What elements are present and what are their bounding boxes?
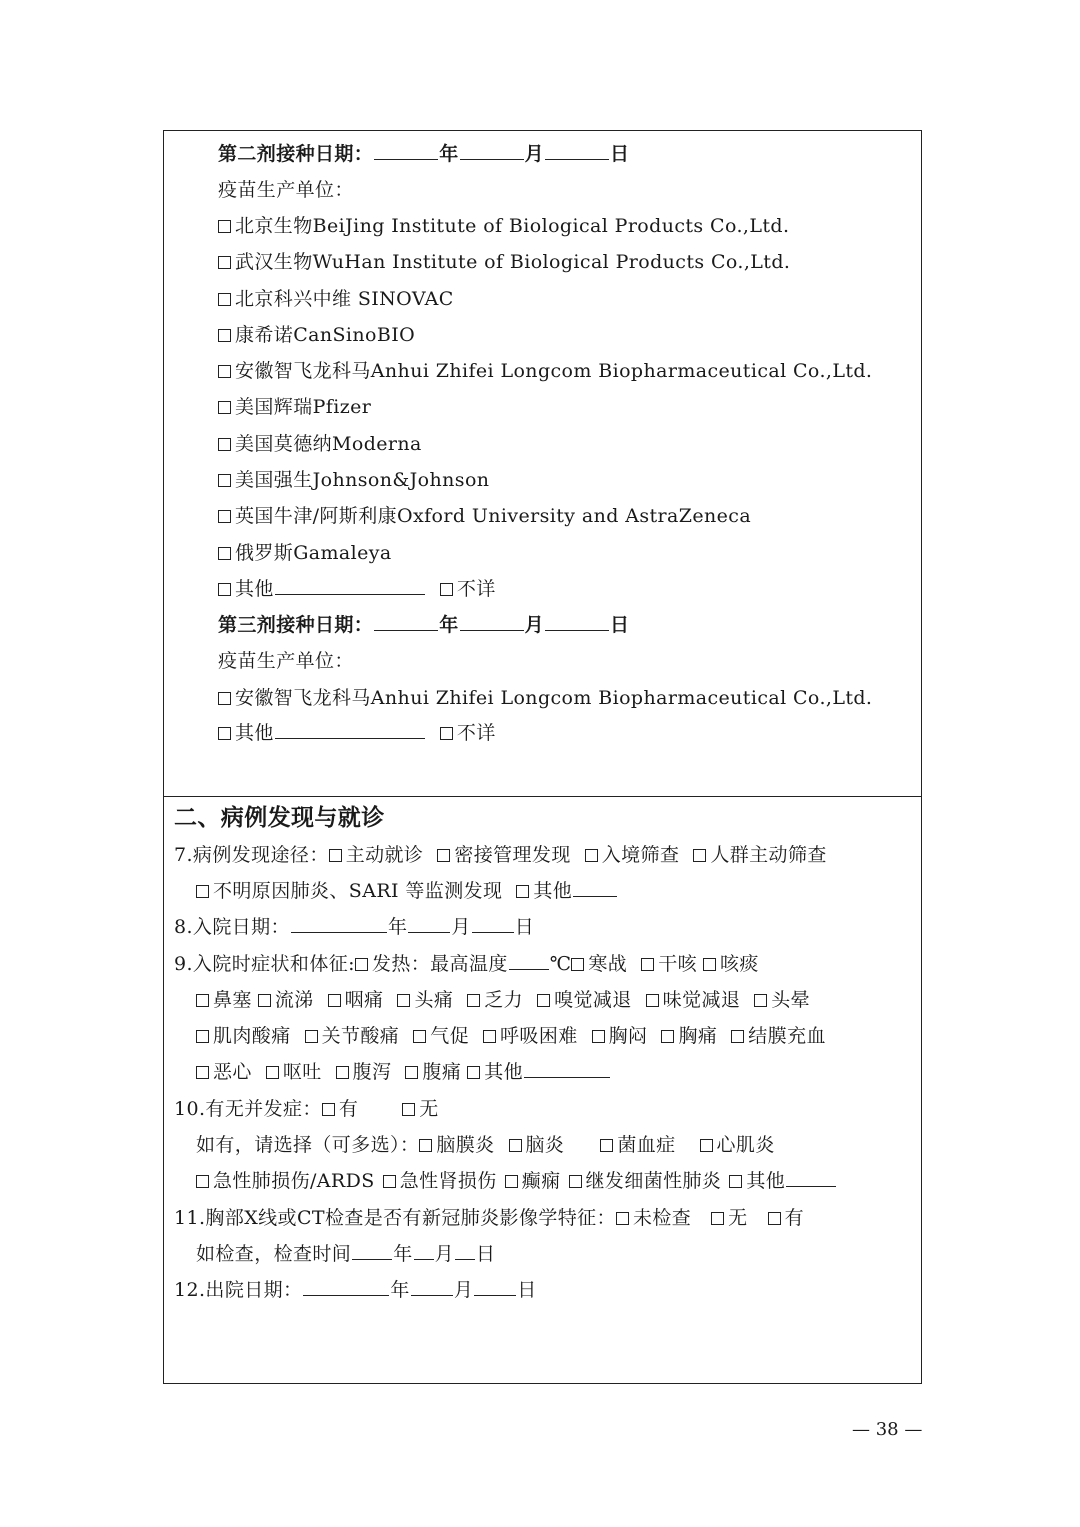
option-label: 北京科兴中维 SINOVAC: [235, 288, 454, 310]
option-label: 脑炎: [525, 1134, 565, 1156]
section-title: 二、病例发现与就诊: [174, 805, 385, 831]
q10-row: [174, 1096, 439, 1122]
option-label: 安徽智飞龙科马Anhui Zhifei Longcom Biopharmaceutical Co.,Ltd.: [235, 360, 873, 382]
q9-row-3: [196, 1023, 826, 1049]
dose2-option-row: [218, 467, 489, 493]
checkbox[interactable]: [703, 958, 716, 971]
checkbox[interactable]: [505, 1175, 518, 1188]
checkbox[interactable]: [397, 994, 410, 1007]
checkbox[interactable]: [196, 885, 209, 898]
checkbox[interactable]: [467, 994, 480, 1007]
no-label: 无: [419, 1098, 439, 1120]
dose2-option-row: [218, 322, 415, 348]
checkbox[interactable]: [516, 885, 529, 898]
section-divider: [163, 796, 922, 797]
checkbox[interactable]: [218, 438, 231, 451]
day-label: 日: [476, 1243, 496, 1265]
option-label: 其他: [746, 1170, 786, 1192]
checkbox[interactable]: [218, 220, 231, 233]
checkbox[interactable]: [218, 329, 231, 342]
option-label: 寒战: [588, 953, 628, 975]
checkbox[interactable]: [218, 256, 231, 269]
checkbox[interactable]: [218, 401, 231, 414]
dose3-option-row: [218, 685, 872, 711]
option-label: 美国辉瑞Pfizer: [235, 396, 372, 418]
unknown-label: 不详: [456, 578, 496, 600]
other-field[interactable]: [786, 1168, 836, 1187]
checkbox[interactable]: [196, 1066, 209, 1079]
dose3-other-row: [218, 720, 496, 746]
dose3-date-row: [218, 612, 629, 638]
checkbox[interactable]: [419, 1139, 432, 1152]
checkbox[interactable]: [218, 727, 231, 740]
checkbox[interactable]: [218, 510, 231, 523]
option-label: 急性肺损伤/ARDS: [213, 1170, 375, 1192]
q7-label: 7.病例发现途径：: [174, 844, 329, 866]
checkbox[interactable]: [731, 1030, 744, 1043]
dose2-option-row: [218, 358, 872, 384]
day-label: 日: [514, 916, 535, 938]
exam-day-field[interactable]: [455, 1241, 475, 1260]
q10-label: 10.有无并发症：: [174, 1098, 322, 1120]
q9-row-4: [196, 1059, 611, 1085]
option-label: 英国牛津/阿斯利康Oxford University and AstraZeneca: [235, 505, 752, 527]
dose2-option-row: [218, 431, 422, 457]
q11-row-2: [196, 1241, 495, 1267]
if-yes-label: 如有，请选择（可多选）：: [196, 1134, 420, 1156]
option-label: 呕吐: [282, 1061, 322, 1083]
year-label: 年: [390, 1279, 410, 1301]
checkbox[interactable]: [218, 293, 231, 306]
option-label: 肌肉酸痛: [213, 1025, 291, 1047]
other-field[interactable]: [275, 720, 425, 739]
checkbox[interactable]: [641, 958, 654, 971]
discharge-year-field[interactable]: [303, 1277, 389, 1296]
other-field[interactable]: [275, 576, 425, 595]
exam-year-field[interactable]: [352, 1241, 392, 1260]
option-label: 腹泻: [352, 1061, 392, 1083]
option-label: 胸闷: [608, 1025, 648, 1047]
dose2-option-row: [218, 394, 371, 420]
checkbox[interactable]: [196, 1175, 209, 1188]
option-label: 密接管理发现: [454, 844, 571, 866]
checkbox[interactable]: [218, 583, 231, 596]
checkbox[interactable]: [768, 1212, 781, 1225]
q12-label: 12.出院日期：: [174, 1279, 303, 1301]
page-number: — 38 —: [852, 1419, 923, 1440]
checkbox[interactable]: [355, 958, 368, 971]
option-label: 呼吸困难: [500, 1025, 578, 1047]
admit-year-field[interactable]: [291, 914, 387, 933]
dose2-day-label: 日: [610, 143, 630, 165]
month-label: 月: [453, 1279, 474, 1301]
option-label: 嗅觉减退: [554, 989, 632, 1011]
dose2-option-row: [218, 540, 392, 566]
temp-unit: ℃: [549, 953, 572, 975]
checkbox[interactable]: [322, 1103, 335, 1116]
option-label: 武汉生物WuHan Institute of Biological Products Co.,Ltd.: [235, 251, 791, 273]
dose2-maker-label: 疫苗生产单位：: [218, 179, 354, 201]
option-label: 乏力: [484, 989, 524, 1011]
option-label: 关节酸痛: [321, 1025, 400, 1047]
option-label: 咽痛: [344, 989, 384, 1011]
checkbox[interactable]: [218, 365, 231, 378]
checkbox[interactable]: [592, 1030, 605, 1043]
fever-label: 发热：最高温度: [371, 953, 508, 975]
option-label: 美国莫德纳Moderna: [235, 433, 422, 455]
checkbox[interactable]: [483, 1030, 496, 1043]
option-label: 美国强生Johnson&Johnson: [235, 469, 490, 491]
dose2-option-row: [218, 503, 751, 529]
option-label: 有: [784, 1207, 804, 1229]
checkbox[interactable]: [329, 849, 342, 862]
dose3-year-label: 年: [439, 614, 459, 636]
checkbox[interactable]: [440, 727, 453, 740]
dose3-month-field[interactable]: [460, 612, 524, 631]
option-label: 心肌炎: [716, 1134, 775, 1156]
form-frame: [163, 130, 922, 1384]
dose2-month-field[interactable]: [460, 141, 524, 160]
checkbox[interactable]: [729, 1175, 742, 1188]
dose2-day-field[interactable]: [545, 141, 609, 160]
q9-label: 9.入院时症状和体征:: [174, 953, 355, 975]
year-label: 年: [393, 1243, 413, 1265]
option-label: 康希诺CanSinoBIO: [235, 324, 416, 346]
checkbox[interactable]: [383, 1175, 396, 1188]
checkbox[interactable]: [218, 547, 231, 560]
option-label: 北京生物BeiJing Institute of Biological Products Co.,Ltd.: [235, 215, 790, 237]
day-label: 日: [517, 1279, 537, 1301]
checkbox[interactable]: [413, 1030, 426, 1043]
option-label: 恶心: [213, 1061, 252, 1083]
dose3-year-field[interactable]: [374, 612, 438, 631]
checkbox[interactable]: [336, 1066, 349, 1079]
admit-day-field[interactable]: [472, 914, 514, 933]
option-label: 腹痛: [422, 1061, 462, 1083]
other-label: 其他: [235, 578, 274, 600]
option-label: 主动就诊: [345, 844, 424, 866]
dose2-title: 第二剂接种日期：: [218, 143, 374, 165]
checkbox[interactable]: [569, 1175, 582, 1188]
checkbox[interactable]: [700, 1139, 713, 1152]
q9-row-2: [196, 987, 810, 1013]
dose3-title: 第三剂接种日期：: [218, 614, 374, 636]
checkbox[interactable]: [711, 1212, 724, 1225]
other-field[interactable]: [524, 1059, 610, 1078]
q8-row: [174, 914, 534, 940]
month-label: 月: [434, 1243, 455, 1265]
checkbox[interactable]: [405, 1066, 418, 1079]
checkbox[interactable]: [661, 1030, 674, 1043]
exam-time-label: 如检查，检查时间: [196, 1243, 352, 1265]
dose2-year-field[interactable]: [374, 141, 438, 160]
option-label: 胸痛: [678, 1025, 718, 1047]
option-label: 咳痰: [720, 953, 759, 975]
option-label: 脑膜炎: [436, 1134, 495, 1156]
exam-month-field[interactable]: [414, 1241, 434, 1260]
other-field[interactable]: [573, 878, 617, 897]
q8-label: 8.入院日期：: [174, 916, 290, 938]
option-label: 安徽智飞龙科马Anhui Zhifei Longcom Biopharmaceutical Co.,Ltd.: [235, 687, 873, 709]
q7-row: [174, 842, 827, 868]
option-label: 急性肾损伤: [399, 1170, 497, 1192]
dose3-month-label: 月: [524, 614, 545, 636]
dose2-year-label: 年: [439, 143, 459, 165]
option-label: 菌血症: [617, 1134, 676, 1156]
checkbox[interactable]: [305, 1030, 318, 1043]
month-label: 月: [451, 916, 471, 938]
q10-row-2: [196, 1132, 775, 1158]
checkbox[interactable]: [754, 994, 767, 1007]
dose2-option-row: [218, 286, 454, 312]
option-label: 其他: [484, 1061, 524, 1083]
dose3-day-label: 日: [610, 614, 630, 636]
checkbox[interactable]: [571, 958, 584, 971]
option-label: 未检查: [632, 1207, 692, 1229]
checkbox[interactable]: [437, 849, 450, 862]
checkbox[interactable]: [467, 1066, 480, 1079]
other-label: 其他: [235, 722, 274, 744]
checkbox[interactable]: [646, 994, 659, 1007]
q9-row: [174, 951, 759, 977]
checkbox[interactable]: [600, 1139, 613, 1152]
checkbox[interactable]: [509, 1139, 522, 1152]
option-label: 结膜充血: [748, 1025, 826, 1047]
checkbox[interactable]: [218, 692, 231, 705]
option-label: 癫痫: [521, 1170, 561, 1192]
option-label: 不明原因肺炎、SARI 等监测发现: [213, 880, 503, 902]
checkbox[interactable]: [196, 994, 209, 1007]
option-label: 其他: [533, 880, 573, 902]
checkbox[interactable]: [218, 474, 231, 487]
q10-row-3: [196, 1168, 837, 1194]
q11-label: 11.胸部X线或CT检查是否有新冠肺炎影像学特征：: [174, 1207, 616, 1229]
dose3-day-field[interactable]: [545, 612, 609, 631]
option-label: 流涕: [274, 989, 314, 1011]
unknown-label: 不详: [456, 722, 496, 744]
admit-month-field[interactable]: [408, 914, 450, 933]
option-label: 俄罗斯Gamaleya: [235, 542, 392, 564]
checkbox[interactable]: [196, 1030, 209, 1043]
dose2-date-row: [218, 141, 629, 167]
option-label: 继发细菌性肺炎: [585, 1170, 722, 1192]
max-temp-field[interactable]: [509, 951, 549, 970]
dose2-other-row: [218, 576, 496, 602]
dose3-maker-label: 疫苗生产单位：: [218, 650, 354, 672]
dose2-option-row: [218, 249, 790, 275]
year-label: 年: [387, 916, 408, 938]
checkbox[interactable]: [585, 849, 598, 862]
dose2-option-row: [218, 213, 789, 239]
option-label: 气促: [430, 1025, 470, 1047]
checkbox[interactable]: [537, 994, 550, 1007]
checkbox[interactable]: [266, 1066, 279, 1079]
checkbox[interactable]: [402, 1103, 415, 1116]
checkbox[interactable]: [440, 583, 453, 596]
option-label: 头痛: [414, 989, 454, 1011]
q7-row-2: [196, 878, 618, 904]
option-label: 头晕: [771, 989, 811, 1011]
option-label: 无: [728, 1207, 748, 1229]
yes-label: 有: [338, 1098, 359, 1120]
discharge-month-field[interactable]: [411, 1277, 453, 1296]
discharge-day-field[interactable]: [474, 1277, 516, 1296]
q11-row: [174, 1205, 804, 1231]
option-label: 鼻塞: [213, 989, 252, 1011]
option-label: 入境筛查: [601, 844, 680, 866]
option-label: 干咳: [658, 953, 698, 975]
checkbox[interactable]: [258, 994, 271, 1007]
checkbox[interactable]: [693, 849, 706, 862]
option-label: 人群主动筛查: [710, 844, 827, 866]
checkbox[interactable]: [616, 1212, 629, 1225]
checkbox[interactable]: [328, 994, 341, 1007]
option-label: 味觉减退: [662, 989, 741, 1011]
dose2-month-label: 月: [524, 143, 545, 165]
q12-row: [174, 1277, 537, 1303]
